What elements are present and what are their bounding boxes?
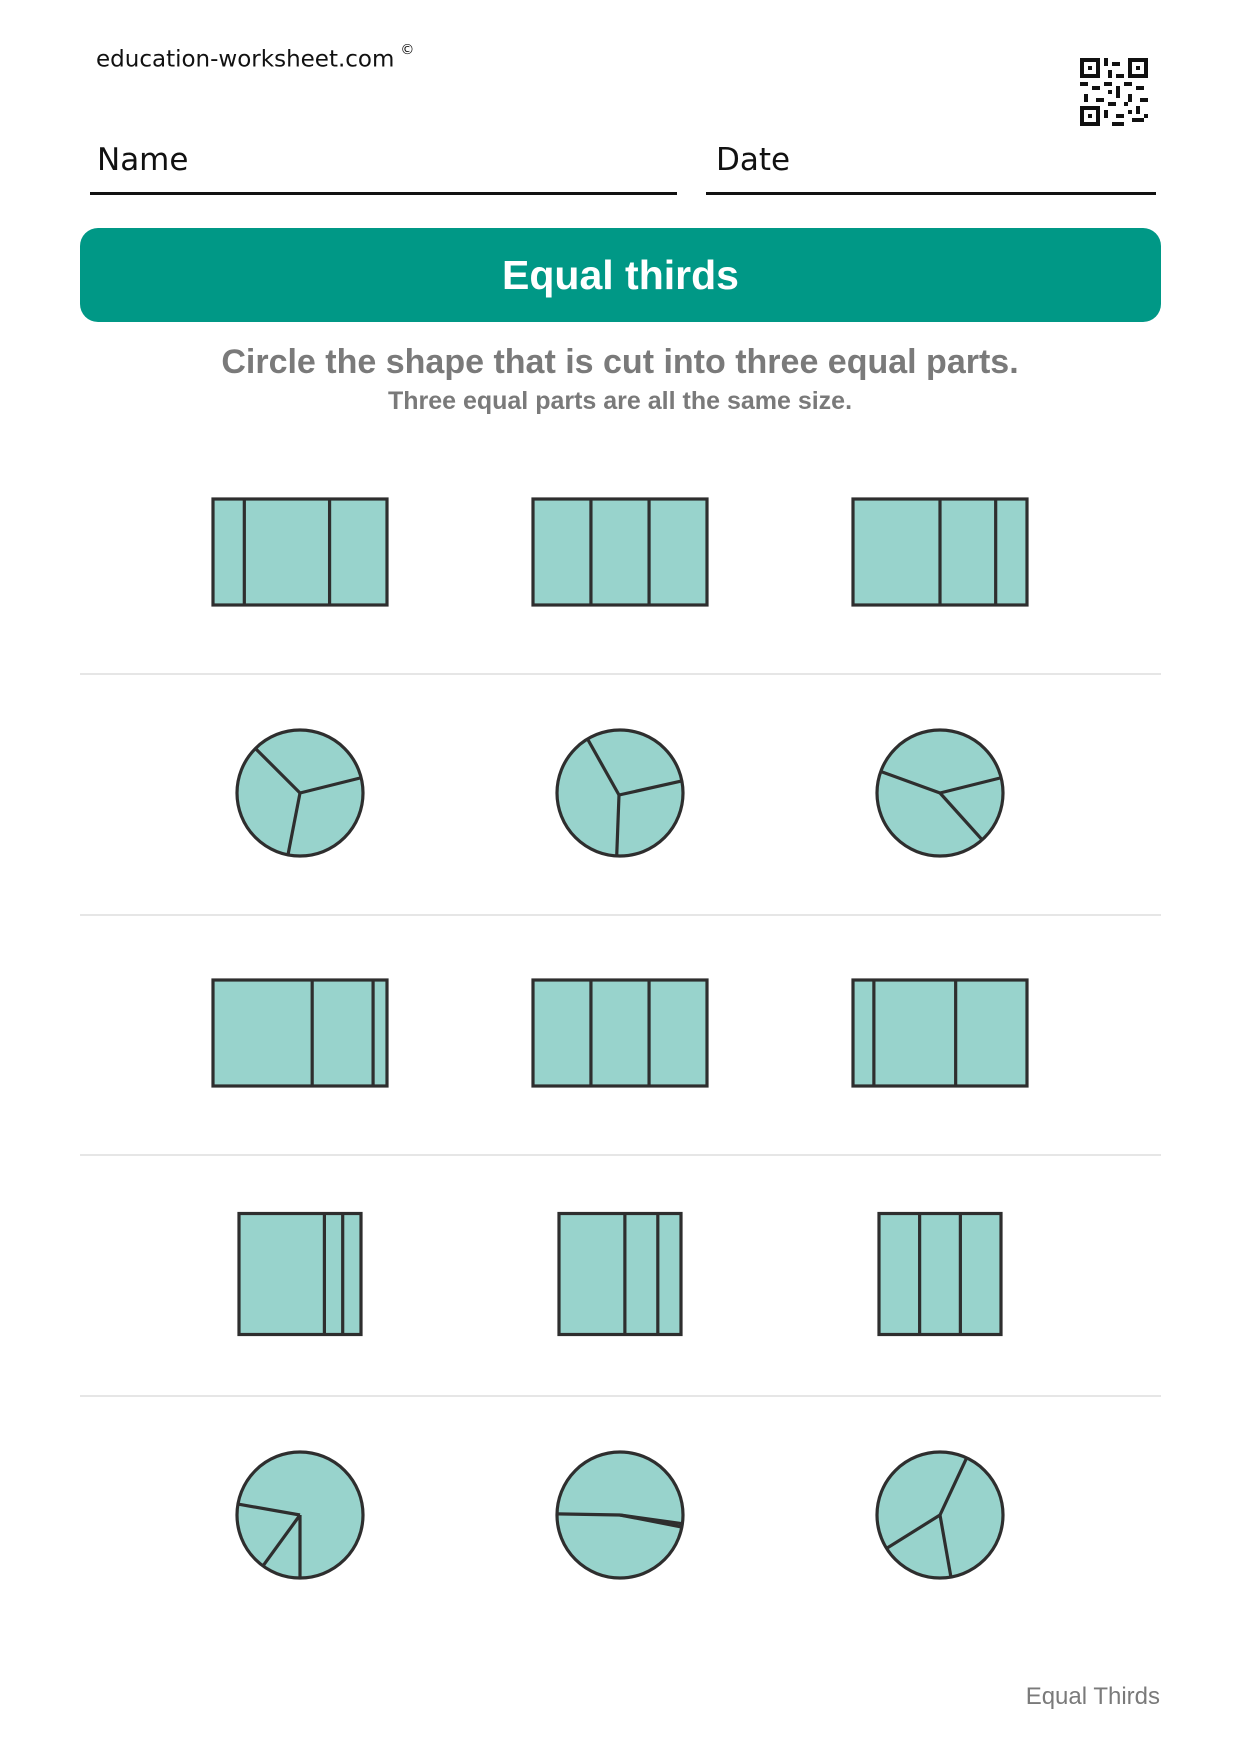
rectangle-body	[559, 1214, 681, 1335]
name-label: Name	[97, 142, 189, 178]
copyright-mark: ©	[400, 42, 415, 58]
circle-shape[interactable]	[237, 1452, 363, 1578]
worksheet-title: Equal thirds	[502, 251, 739, 298]
rectangle-body	[213, 499, 387, 605]
date-label: Date	[716, 142, 791, 178]
circle-body	[557, 730, 683, 856]
rectangle-shape[interactable]	[239, 1214, 361, 1335]
rectangle-shape[interactable]	[533, 980, 707, 1086]
circle-shape[interactable]	[237, 730, 363, 856]
rectangle-shape[interactable]	[213, 980, 387, 1086]
circle-shape[interactable]	[877, 730, 1003, 856]
rectangle-shape[interactable]	[533, 499, 707, 605]
footer-label: Equal Thirds	[1025, 1683, 1160, 1710]
rectangle-shape[interactable]	[853, 980, 1027, 1086]
circle-shape[interactable]	[557, 730, 683, 856]
rectangle-body	[213, 980, 387, 1086]
rectangle-shape[interactable]	[213, 499, 387, 605]
circle-shape[interactable]	[557, 1452, 683, 1578]
instruction-sub: Three equal parts are all the same size.	[387, 387, 853, 415]
rectangle-body	[533, 499, 707, 605]
cut-line	[557, 1514, 620, 1515]
site-name: education-worksheet.com	[96, 46, 395, 73]
rectangle-body	[879, 1214, 1001, 1335]
rectangle-body	[853, 980, 1027, 1086]
rectangle-body	[533, 980, 707, 1086]
rectangle-shape[interactable]	[559, 1214, 681, 1335]
circle-shape[interactable]	[877, 1452, 1003, 1578]
instruction-main: Circle the shape that is cut into three equal parts.	[221, 343, 1019, 381]
rectangle-shape[interactable]	[879, 1214, 1001, 1335]
rectangle-shape[interactable]	[853, 499, 1027, 605]
